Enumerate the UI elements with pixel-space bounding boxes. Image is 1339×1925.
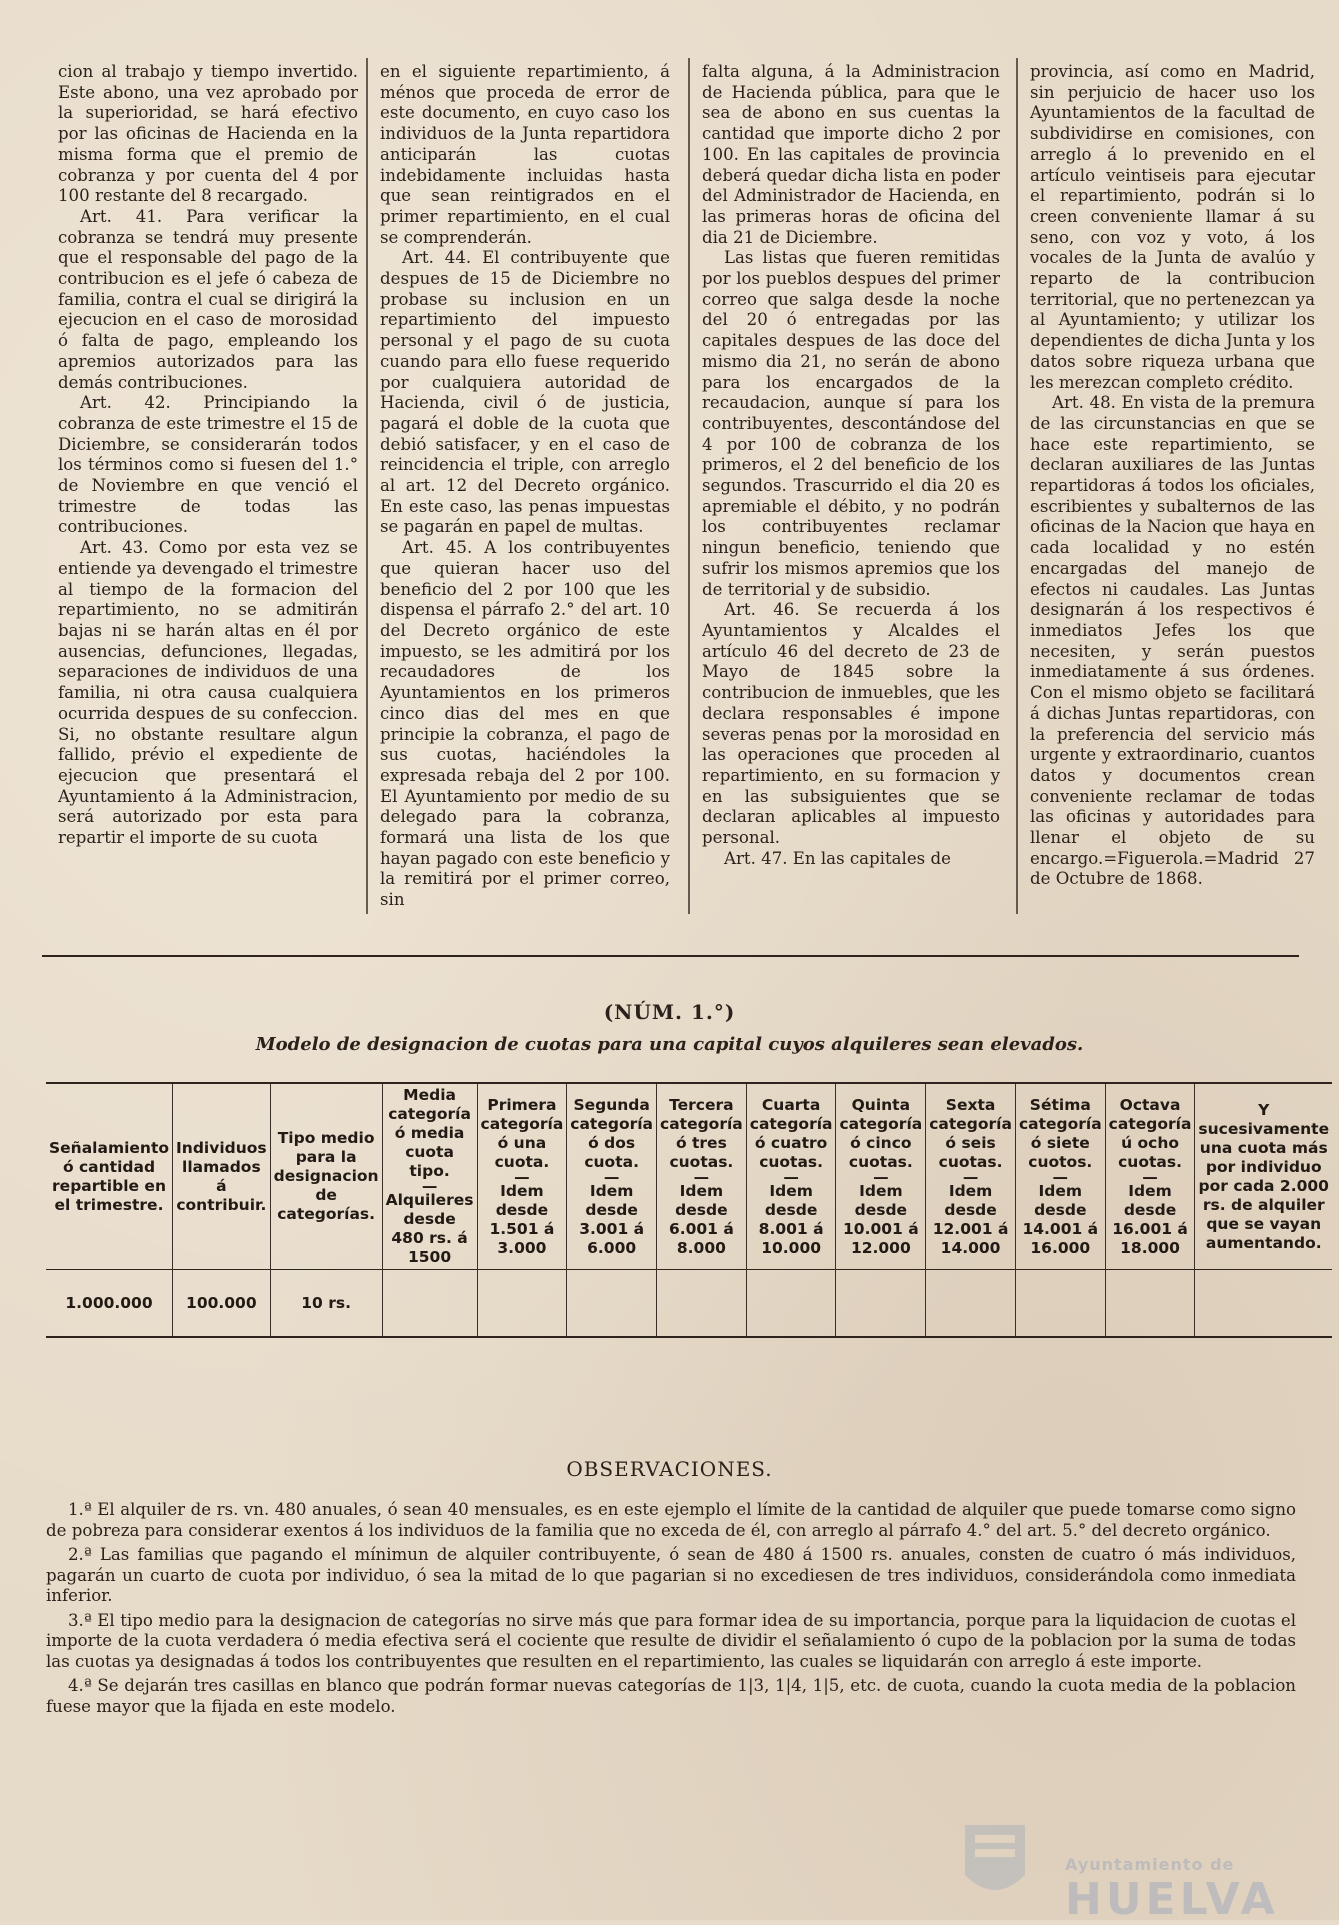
table-header-row: [46, 1083, 1332, 1270]
header-cell: Quinta categoría ó cinco cuotas. — Idem desde 10.001 á 12.000: [836, 1083, 926, 1270]
observation-item: 3.ª El tipo medio para la designacion de categorías no sirve más que para formar idea de su importancia, porque para la liquidacion de cuotas el importe de la cuota verdadera ó media efectiva será el cociente que resulte de dividir el señalamiento ó cupo de la poblacion por la suma de todas las cuotas ya designadas á todos los contribuyentes que resulten en el repartimiento, las cuales se liquidarán con arreglo á este importe.: [46, 1610, 1296, 1671]
table-cell: [1195, 1270, 1332, 1338]
paragraph: en el siguiente repartimiento, á ménos que proceda de error de este documento, en cuyo caso los individuos de la Junta repartidora anticiparán las cuotas indebidamente incluidas hasta que sean reintigrados en el primer repartimiento, en el cual se comprenderán.: [380, 62, 670, 247]
header-cell: Segunda categoría ó dos cuota. — Idem desde 3.001 á 6.000: [567, 1083, 657, 1270]
table-cell: [926, 1270, 1016, 1338]
header-cell: Primera categoría ó una cuota. — Idem desde 1.501 á 3.000: [477, 1083, 567, 1270]
table-cell: [477, 1270, 567, 1338]
paragraph: provincia, así como en Madrid, sin perjuicio de hacer uso los Ayuntamientos de la facultad de subdividirse en comisiones, con arreglo á lo prevenido en el artículo veintiseis para ejecutar el repartimiento, podrán si lo creen conveniente llamar á su seno, con voz y voto, á los vocales de la Junta de avalúo y reparto de la contribucion territorial, que no pertenezcan ya al Ayuntamiento; y utilizar los dependientes de dicha Junta y los datos sobre riqueza urbana que les merezcan completo crédito.: [1030, 62, 1315, 392]
column-3: [702, 62, 1000, 922]
header-cell: Media categoría ó media cuota tipo. — Alquileres desde 480 rs. á 1500: [382, 1083, 477, 1270]
paragraph-art-41: Art. 41. Para verificar la cobranza se tendrá muy presente que el responsable del pago de la contribucion es el jefe ó cabeza de familia, contra el cual se dirigirá la ejecucion en el caso de morosidad ó falta de pago, empleando los apremios autorizados para las demás contribuciones.: [58, 206, 358, 392]
paragraph-art-44: Art. 44. El contribuyente que despues de 15 de Diciembre no probase su inclusion en un repartimiento del impuesto personal y el pago de su cuota cuando para ello fuese requerido por cualquiera autoridad de Hacienda, civil ó de justicia, pagará el doble de la cuota que debió satisfacer, y en el caso de reincidencia el triple, con arreglo al art. 12 del Decreto orgánico. En este caso, las penas impuestas se pagarán en papel de multas.: [380, 248, 670, 537]
quota-table: [46, 1082, 1332, 1338]
section-rule: [42, 955, 1299, 957]
header-cell: Tercera categoría ó tres cuotas. — Idem desde 6.001 á 8.000: [657, 1083, 747, 1270]
table-cell: [567, 1270, 657, 1338]
watermark: [1065, 1855, 1279, 1925]
table-cell: 100.000: [173, 1270, 271, 1338]
header-cell: Y sucesivamente una cuota más por individuo por cada 2.000 rs. de alquiler que se vayan aumentando.: [1195, 1083, 1332, 1270]
watermark-small: Ayuntamiento de: [1065, 1855, 1235, 1874]
paragraph: falta alguna, á la Administracion de Hacienda pública, para que le sea de abono en sus cuentas la cantidad que importe dicho 2 por 100. En las capitales de provincia deberá quedar dicha lista en poder del Administrador de Hacienda, en las primeras horas de oficina del dia 21 de Diciembre.: [702, 62, 1000, 247]
paragraph-art-48: Art. 48. En vista de la premura de las circunstancias en que se hace este repartimiento, se declaran auxiliares de las Juntas repartidoras á todos los oficiales, escribientes y subalternos de las oficinas de la Nacion que haya en cada localidad y no estén encargadas del manejo de efectos ni caudales. Las Juntas designarán á los respectivos é inmediatos Jefes los que necesiten, y serán puestos inmediatamente á sus órdenes. Con el mismo objeto se facilitará á dichas Juntas repartidoras, con la preferencia del servicio más urgente y extraordinario, cuantos datos y documentos crean conveniente reclamar de todas las oficinas y autoridades para llenar el objeto de su encargo.=Figuerola.=Madrid 27 de Octubre de 1868.: [1030, 393, 1315, 889]
header-cell: Individuos llamados á contribuir.: [173, 1083, 271, 1270]
paragraph-art-43: Art. 43. Como por esta vez se entiende ya devengado el trimestre al tiempo de la formacion del repartimiento, no se admitirán bajas ni se harán altas en él por ausencias, defunciones, llegadas, separaciones de individuos de una familia, ni otra causa cualquiera ocurrida despues de su confeccion. Si, no obstante resultare algun fallido, prévio el expediente de ejecucion que presentará el Ayuntamiento á la Administracion, será autorizado por esta para repartir el importe de su cuota: [58, 538, 358, 848]
observation-item: 2.ª Las familias que pagando el mínimun de alquiler contribuyente, ó sean de 480 á 1500 rs. anuales, consten de cuatro ó más individuos, pagarán un cuarto de cuota por individuo, ó sea la mitad de lo que pagarian si no excediesen de tres individuos, considerándola como inmediata inferior.: [46, 1545, 1296, 1605]
table-cell: [657, 1270, 747, 1338]
paragraph-art-47: Art. 47. En las capitales de: [724, 848, 951, 868]
paragraph-art-42: Art. 42. Principiando la cobranza de este trimestre el 15 de Diciembre, se considerarán todos los términos como si fuesen del 1.° de Noviembre en que venció el trimestre de todas las contribuciones.: [58, 393, 358, 537]
column-1: [58, 62, 358, 922]
header-cell: Tipo medio para la designacion de categorías.: [270, 1083, 382, 1270]
column-divider: [366, 58, 368, 914]
table-cell: [382, 1270, 477, 1338]
table-cell: [1105, 1270, 1195, 1338]
header-cell: Octava categoría ú ocho cuotas. — Idem desde 16.001 á 18.000: [1105, 1083, 1195, 1270]
paragraph: cion al trabajo y tiempo invertido. Este abono, una vez aprobado por la superioridad, se hará efectivo por las oficinas de Hacienda en la misma forma que el premio de cobranza y por cuenta del 4 por 100 restante del 8 recargado.: [58, 62, 358, 206]
observations-list: [46, 1500, 1296, 1721]
observation-item: 4.ª Se dejarán tres casillas en blanco que podrán formar nuevas categorías de 1|3, 1|4, 1|5, etc. de cuota, cuando la cuota media de la poblacion fuese mayor que la fijada en este modelo.: [46, 1676, 1296, 1716]
paragraph-art-46: Art. 46. Se recuerda á los Ayuntamientos y Alcaldes el artículo 46 del decreto de 23 de Mayo de 1845 sobre la contribucion de inmuebles, que les declara responsables é impone severas penas por la morosidad en las operaciones que proceden al repartimiento, en su formacion y en las subsiguientes que se declaran aplicables al impuesto personal.: [702, 600, 1000, 848]
paragraph: Las listas que fueren remitidas por los pueblos despues del primer correo que salga desde la noche del 20 ó entregadas por las capitales despues de las doce del mismo dia 21, no serán de abono para los encargados de la recaudacion, aunque sí para los contribuyentes, descontándose del 4 por 100 de cobranza de los primeros, el 2 del beneficio de los segundos. Trascurrido el dia 20 es apremiable el débito, y no podrán los contribuyentes reclamar ningun beneficio, teniendo que sufrir los mismos apremios que los de territorial y de subsidio.: [702, 248, 1000, 599]
table-cell: [1015, 1270, 1105, 1338]
paragraph-art-45: Art. 45. A los contribuyentes que quieran hacer uso del beneficio del 2 por 100 que les dispensa el párrafo 2.° del art. 10 del Decreto orgánico de este impuesto, se les admitirá por los recaudadores de los Ayuntamientos en los primeros cinco dias del mes en que principie la cobranza, el pago de sus cuotas, haciéndoles la expresada rebaja del 2 por 100. El Ayuntamiento por medio de su delegado para la cobranza, formará una lista de los que hayan pagado con este beneficio y la remitirá por el primer correo, sin: [380, 538, 670, 910]
model-title: Modelo de designacion de cuotas para una capital cuyos alquileres sean elevados.: [255, 1034, 1084, 1055]
article-columns: [40, 62, 1318, 922]
header-cell: Señalamiento ó cantidad repartible en el trimestre.: [49, 1138, 170, 1214]
table-row: [46, 1270, 1332, 1338]
header-cell: Sétima categoría ó siete cuotos. — Idem desde 14.001 á 16.000: [1015, 1083, 1105, 1270]
table-cell: [836, 1270, 926, 1338]
table-cell: 1.000.000: [65, 1293, 153, 1312]
column-divider: [1016, 58, 1018, 914]
watermark-text: HUELVA: [1065, 1874, 1279, 1925]
model-number: (NÚM. 1.°): [603, 1000, 736, 1024]
column-4: [1030, 62, 1315, 922]
header-cell: Sexta categoría ó seis cuotas. — Idem desde 12.001 á 14.000: [926, 1083, 1016, 1270]
observations-title: OBSERVACIONES.: [566, 1457, 773, 1481]
table-cell: 10 rs.: [270, 1270, 382, 1338]
model-header: [0, 1000, 1339, 1055]
header-cell: Cuarta categoría ó cuatro cuotas. — Idem desde 8.001 á 10.000: [746, 1083, 836, 1270]
table-cell: [746, 1270, 836, 1338]
column-divider: [688, 58, 690, 914]
column-2: [380, 62, 670, 922]
observation-item: 1.ª El alquiler de rs. vn. 480 anuales, ó sean 40 mensuales, es en este ejemplo el límite de la cantidad de alquiler que puede tomarse como signo de pobreza para considerar exentos á los individuos de la familia que no exceda de él, con arreglo al párrafo 4.° del art. 5.° del decreto orgánico.: [46, 1500, 1296, 1540]
